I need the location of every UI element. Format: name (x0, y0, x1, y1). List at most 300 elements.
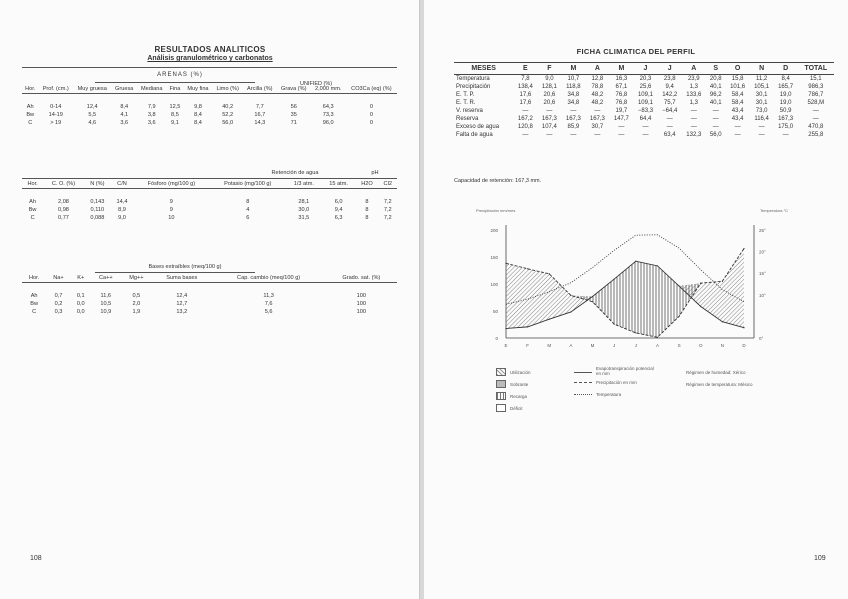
etp-point (614, 278, 615, 279)
climate-title: FICHA CLIMATICA DEL PERFIL (576, 47, 696, 56)
table-cell: Falta de agua (456, 132, 493, 138)
table-cell: 986,3 (808, 84, 824, 90)
table-cell: 14,4 (116, 199, 128, 205)
table-cell: 23,8 (663, 76, 676, 82)
unified-group-label: UNIFIED (%) (300, 81, 333, 87)
table-cell: 30,1 (755, 92, 768, 98)
table-cell: V. reserva (456, 108, 483, 114)
table-cell: — (734, 132, 741, 138)
table-row (454, 91, 834, 99)
etp-point (592, 296, 593, 297)
table-cell: E. T. R. (456, 100, 476, 106)
table-cell: — (546, 108, 553, 114)
table-header-row (22, 180, 397, 189)
table-cell: 8,9 (118, 207, 126, 213)
table-cell: 8 (365, 215, 369, 221)
column-header: Gruesa (115, 86, 134, 92)
table-cell: 14,3 (254, 120, 266, 126)
table-cell: 132,3 (686, 132, 702, 138)
table-cell: 9,4 (665, 84, 674, 90)
column-header: Ca++ (98, 275, 113, 281)
column-header: K+ (77, 275, 85, 281)
legend-label: Déficit (510, 406, 523, 411)
right-page (424, 0, 848, 599)
table-cell: — (712, 116, 719, 122)
table-cell: 75,7 (663, 100, 676, 106)
table-row (22, 300, 397, 308)
y-tick-label: 0 (495, 336, 498, 341)
column-header: H2O (361, 181, 373, 187)
table-cell: — (642, 124, 649, 130)
y-tick-label: 50 (492, 309, 498, 314)
table-cell: 0,3 (54, 309, 63, 315)
table-cell: — (712, 108, 719, 114)
table-cell: 3,6 (120, 120, 129, 126)
table-cell: 56,0 (709, 132, 722, 138)
precipitation-point (743, 248, 744, 249)
table-cell: 10 (168, 215, 175, 221)
table-cell: — (758, 124, 765, 130)
table-cell: — (642, 132, 649, 138)
table-cell: 0,110 (90, 207, 105, 213)
etp-point (505, 328, 506, 329)
table-cell: 19,0 (779, 92, 792, 98)
table-cell: 1,3 (689, 84, 698, 90)
precipitation-point (657, 337, 658, 338)
precipitation-point (700, 283, 701, 284)
legend-swatch (496, 368, 506, 376)
etp-point (722, 321, 723, 322)
table-cell: 96,0 (322, 120, 334, 126)
x-tick-label: A (569, 343, 573, 348)
table-cell: 786,7 (808, 92, 824, 98)
table-cell: 73,0 (755, 108, 768, 114)
table-cell: 76,8 (615, 100, 628, 106)
table-cell: 20,3 (639, 76, 652, 82)
table-cell: 107,4 (541, 124, 557, 130)
table-cell: Exceso de agua (456, 124, 500, 130)
table-cell: 15,1 (809, 76, 822, 82)
table-cell: — (690, 116, 697, 122)
table-cell: 128,1 (541, 84, 557, 90)
table-cell: 5,6 (264, 309, 273, 315)
table-cell: 11,3 (263, 293, 274, 299)
table-cell: 58,4 (731, 100, 744, 106)
table-cell: 470,8 (808, 124, 824, 130)
column-header: 15 atm. (329, 181, 348, 187)
table-cell: Ah (29, 199, 37, 205)
table-cell: 76,8 (615, 92, 628, 98)
precipitation-point (592, 301, 593, 302)
column-header: O (734, 65, 741, 72)
table-row (454, 75, 834, 84)
table-cell: 0,0 (76, 309, 85, 315)
legend-label: Utilización (510, 370, 531, 375)
table-cell: 52,2 (222, 112, 234, 118)
column-header: C. O. (%) (51, 181, 76, 187)
etp-point (635, 261, 636, 262)
precipitation-point (614, 324, 615, 325)
temperature-regime: Régimen de temperatura: Mésico (686, 382, 753, 387)
table-cell: 23,9 (687, 76, 700, 82)
table-cell: 16,7 (254, 112, 266, 118)
column-header: Grado. sat. (%) (342, 275, 381, 281)
column-header: Muy fina (187, 86, 209, 92)
table-row (22, 119, 397, 127)
table-cell: 100 (356, 309, 366, 315)
table-cell: 8 (365, 199, 369, 205)
column-header: J (667, 65, 672, 72)
column-header: Hor. (27, 181, 38, 187)
table-row (454, 131, 834, 139)
bases-table (22, 274, 397, 316)
organic-table (22, 180, 397, 222)
ph-group-label: pH (371, 170, 379, 176)
etp-point (527, 326, 528, 327)
y-axis-label: Precipitación mm/mes (476, 208, 516, 213)
table-cell: 43,4 (731, 116, 744, 122)
x-tick-label: J (634, 343, 637, 348)
table-row (454, 115, 834, 123)
table-cell: 9,1 (171, 120, 179, 126)
table-cell: Bw (26, 112, 35, 118)
precipitation-point (527, 268, 528, 269)
table-cell: 40,2 (222, 104, 234, 110)
table-cell: 3,6 (147, 120, 156, 126)
table-cell: 0,0 (76, 301, 85, 307)
x-tick-label: E (504, 343, 508, 348)
table-cell: E. T. P. (456, 92, 475, 98)
table-cell: 12,5 (169, 104, 181, 110)
table-cell: 12,7 (176, 301, 188, 307)
column-header: 2,000 mm. (315, 86, 342, 92)
column-header: N (%) (90, 181, 105, 187)
table-cell: 109,1 (637, 100, 653, 106)
table-cell: 9,8 (194, 104, 202, 110)
table-row (454, 107, 834, 115)
column-header: Fósforo (mg/100 g) (147, 181, 196, 187)
table-cell: Bw (28, 207, 37, 213)
column-header: Arcilla (%) (247, 86, 273, 92)
table-cell: — (570, 108, 577, 114)
table-cell: 56 (290, 104, 297, 110)
table-cell: 10,9 (100, 309, 112, 315)
legend-line (574, 382, 592, 383)
column-header: Hor. (25, 86, 36, 92)
table-cell: 71 (290, 120, 297, 126)
column-header: Prof. (cm.) (42, 86, 69, 92)
water-balance-chart (424, 200, 848, 440)
table-cell: 109,1 (637, 92, 653, 98)
table-cell: — (546, 132, 553, 138)
y2-tick-label: 15° (759, 271, 766, 277)
table-cell: 10,5 (100, 301, 112, 307)
results-subtitle: Análisis granulométrico y carbonatos (147, 55, 273, 62)
table-cell: 0 (369, 104, 373, 110)
table-cell: 3,8 (147, 112, 156, 118)
table-cell: 48,2 (591, 100, 604, 106)
column-header: Grava (%) (280, 86, 307, 92)
x-tick-label: J (613, 343, 616, 348)
climate-table (454, 62, 834, 139)
table-cell: 7,2 (383, 207, 392, 213)
table-cell: −83,3 (637, 108, 654, 114)
table-cell: 7,7 (255, 104, 264, 110)
etp-point (549, 319, 550, 320)
column-header: Suma bases (166, 275, 198, 281)
table-cell: 0,143 (90, 199, 105, 205)
column-header: Hor. (28, 275, 40, 281)
divider (22, 67, 397, 68)
table-cell: 1,3 (689, 100, 698, 106)
table-cell: 12,4 (176, 293, 188, 299)
bases-group-label: Bases extraíbles (meq/100 g) (148, 264, 222, 270)
table-cell: 11,2 (755, 76, 768, 82)
table-header-row (22, 85, 397, 94)
column-header: Mg++ (129, 275, 144, 281)
table-cell: 0,98 (58, 207, 69, 213)
table-cell: 8,5 (171, 112, 179, 118)
table-cell: 0,088 (90, 215, 105, 221)
column-header: Cl2 (383, 181, 392, 187)
table-cell: 9 (169, 207, 173, 213)
table-cell: 0,2 (54, 301, 63, 307)
table-cell: Ah (26, 104, 34, 110)
table-cell: 25,6 (639, 84, 652, 90)
table-cell: — (666, 124, 673, 130)
precipitation-point (722, 281, 723, 282)
table-cell: 2,0 (132, 301, 141, 307)
table-cell: 19,7 (615, 108, 628, 114)
table-cell: 7,2 (383, 215, 392, 221)
table-row (22, 206, 397, 214)
column-header: M (570, 65, 577, 72)
table-cell: 8 (246, 199, 250, 205)
divider (95, 82, 255, 83)
x-tick-label: S (677, 343, 681, 348)
table-cell: 58,4 (731, 92, 744, 98)
table-cell: 34,8 (567, 92, 580, 98)
y2-axis-label: Temperatura °C (760, 208, 789, 213)
x-tick-label: D (742, 343, 746, 348)
table-cell: — (666, 116, 673, 122)
table-cell: — (690, 124, 697, 130)
x-tick-label: F (526, 343, 530, 348)
page-number: 109 (814, 555, 826, 562)
table-cell: Precipitación (456, 84, 491, 90)
table-cell: > 19 (50, 120, 62, 126)
table-cell: 64,4 (639, 116, 652, 122)
column-header: Limo (%) (216, 86, 239, 92)
table-cell: 165,7 (778, 84, 794, 90)
table-cell: 9 (169, 199, 173, 205)
table-cell: 5,5 (88, 112, 97, 118)
column-header: CO3Ca (eq) (%) (351, 86, 392, 92)
table-cell: 85,9 (567, 124, 580, 130)
table-row (454, 123, 834, 131)
table-cell: — (758, 132, 765, 138)
column-header: N (759, 65, 765, 72)
table-row (22, 308, 397, 316)
table-cell: — (570, 132, 577, 138)
table-cell: 105,1 (754, 84, 770, 90)
table-cell: 17,6 (519, 92, 532, 98)
table-cell: 120,8 (517, 124, 533, 130)
legend-swatch (496, 392, 506, 400)
table-cell: 6,0 (334, 199, 343, 205)
table-cell: 167,2 (517, 116, 533, 122)
table-cell: 50,9 (779, 108, 792, 114)
column-header: Muy gruesa (77, 86, 107, 92)
column-header: S (713, 65, 719, 72)
column-header: M (618, 65, 625, 72)
table-cell: 167,3 (541, 116, 557, 122)
column-header: Potasio (mg/100 g) (224, 181, 272, 187)
table-row (454, 99, 834, 107)
table-cell: 118,8 (566, 84, 581, 90)
y-tick-label: 200 (490, 228, 498, 233)
table-cell: Bw (30, 301, 38, 307)
table-cell: 4,6 (88, 120, 97, 126)
table-cell: 40,1 (709, 84, 722, 90)
table-cell: 116,4 (754, 116, 769, 122)
y2-tick-label: 0° (759, 336, 764, 341)
table-cell: — (690, 108, 697, 114)
divider (95, 272, 255, 273)
etp-point (570, 311, 571, 312)
table-cell: 101,6 (730, 84, 746, 90)
table-cell: 31,5 (298, 215, 310, 221)
table-cell: 255,8 (808, 132, 824, 138)
table-cell: 6,3 (334, 215, 343, 221)
table-cell: — (522, 132, 529, 138)
table-cell: 7,8 (521, 76, 530, 82)
table-cell: 15,8 (731, 76, 744, 82)
precipitation-point (570, 295, 571, 296)
table-cell: C (32, 309, 37, 315)
table-row (22, 94, 397, 112)
table-cell: 34,8 (567, 100, 580, 106)
table-cell: 8,4 (781, 76, 790, 82)
table-cell: 100 (356, 293, 366, 299)
table-cell: 14-19 (48, 112, 63, 118)
legend-swatch (496, 380, 506, 388)
table-cell: — (618, 132, 625, 138)
table-cell: C (28, 120, 33, 126)
retention-group-label: Retención de agua (271, 170, 319, 176)
x-tick-label: O (698, 343, 703, 348)
column-header: F (547, 65, 552, 72)
table-cell: 167,3 (778, 116, 794, 122)
table-cell: 9,4 (334, 207, 343, 213)
table-cell: 0,1 (76, 293, 85, 299)
table-cell: 13,2 (176, 309, 188, 315)
table-row (22, 189, 397, 207)
column-header: Fina (169, 86, 181, 92)
table-cell: 528,M (807, 100, 825, 106)
table-cell: 20,6 (543, 92, 556, 98)
table-cell: 56,0 (222, 120, 234, 126)
table-cell: 147,7 (613, 116, 629, 122)
table-cell: 8,4 (194, 112, 202, 118)
column-header: MESES (471, 65, 496, 72)
table-cell: 0 (369, 112, 373, 118)
y-tick-label: 150 (490, 255, 498, 260)
table-cell: — (712, 124, 719, 130)
table-cell: 0,7 (54, 293, 63, 299)
table-cell: 30,1 (755, 100, 768, 106)
x-tick-label: A (655, 343, 659, 348)
table-row (22, 111, 397, 119)
etp-point (743, 327, 744, 328)
column-header: Mediana (140, 86, 163, 92)
table-cell: 11,6 (100, 293, 112, 299)
y2-tick-label: 20° (759, 249, 766, 255)
legend-line (574, 372, 592, 373)
table-cell: 19,0 (779, 100, 792, 106)
table-cell: 7,2 (383, 199, 392, 205)
table-row (22, 214, 397, 222)
table-cell: 20,8 (709, 76, 722, 82)
legend-label: Evapotranspiración potencial en mm (596, 366, 654, 376)
table-cell: 142,2 (662, 92, 678, 98)
table-cell: 16,3 (615, 76, 628, 82)
table-cell: 167,3 (589, 116, 605, 122)
legend-label: Sobrante (510, 382, 529, 387)
column-header: A (691, 65, 697, 72)
y2-tick-label: 25° (759, 228, 766, 233)
table-cell: Ah (30, 293, 38, 299)
table-cell: 20,6 (543, 100, 556, 106)
table-cell: — (812, 116, 819, 122)
table-cell: 73,3 (322, 112, 334, 118)
table-cell: — (782, 132, 789, 138)
table-cell: 1,9 (132, 309, 141, 315)
etp-point (700, 306, 701, 307)
table-cell: 0-14 (50, 104, 62, 110)
column-header: E (523, 65, 528, 72)
divider (22, 178, 397, 179)
table-cell: 48,2 (591, 92, 604, 98)
table-cell: 9,0 (118, 215, 126, 221)
table-cell: — (618, 124, 625, 130)
page-number: 108 (30, 555, 42, 562)
table-cell: 167,3 (565, 116, 581, 122)
column-header: Cap. cambio (meq/100 g) (237, 275, 301, 281)
etp-point (678, 285, 679, 286)
table-cell: 12,8 (591, 76, 604, 82)
legend-line (574, 394, 592, 395)
table-cell: 7,6 (264, 301, 273, 307)
table-cell: — (812, 108, 819, 114)
table-cell: 63,4 (663, 132, 676, 138)
column-header: Na+ (53, 275, 64, 281)
y-tick-label: 100 (490, 282, 498, 287)
table-cell: 100 (356, 301, 366, 307)
column-header: D (783, 65, 789, 72)
legend-label: Temperatura (596, 392, 622, 397)
granulometry-table (22, 85, 397, 127)
table-cell: 175,0 (778, 124, 794, 130)
y2-tick-label: 10° (759, 292, 766, 298)
x-tick-label: N (720, 343, 724, 348)
table-cell: 6 (246, 215, 250, 221)
table-cell: 133,6 (686, 92, 702, 98)
capacity-note: Capacidad de retención: 167,3 mm. (454, 178, 542, 184)
column-header: C/N (117, 181, 127, 187)
table-cell: 0 (369, 120, 373, 126)
x-tick-label: M (590, 343, 595, 348)
